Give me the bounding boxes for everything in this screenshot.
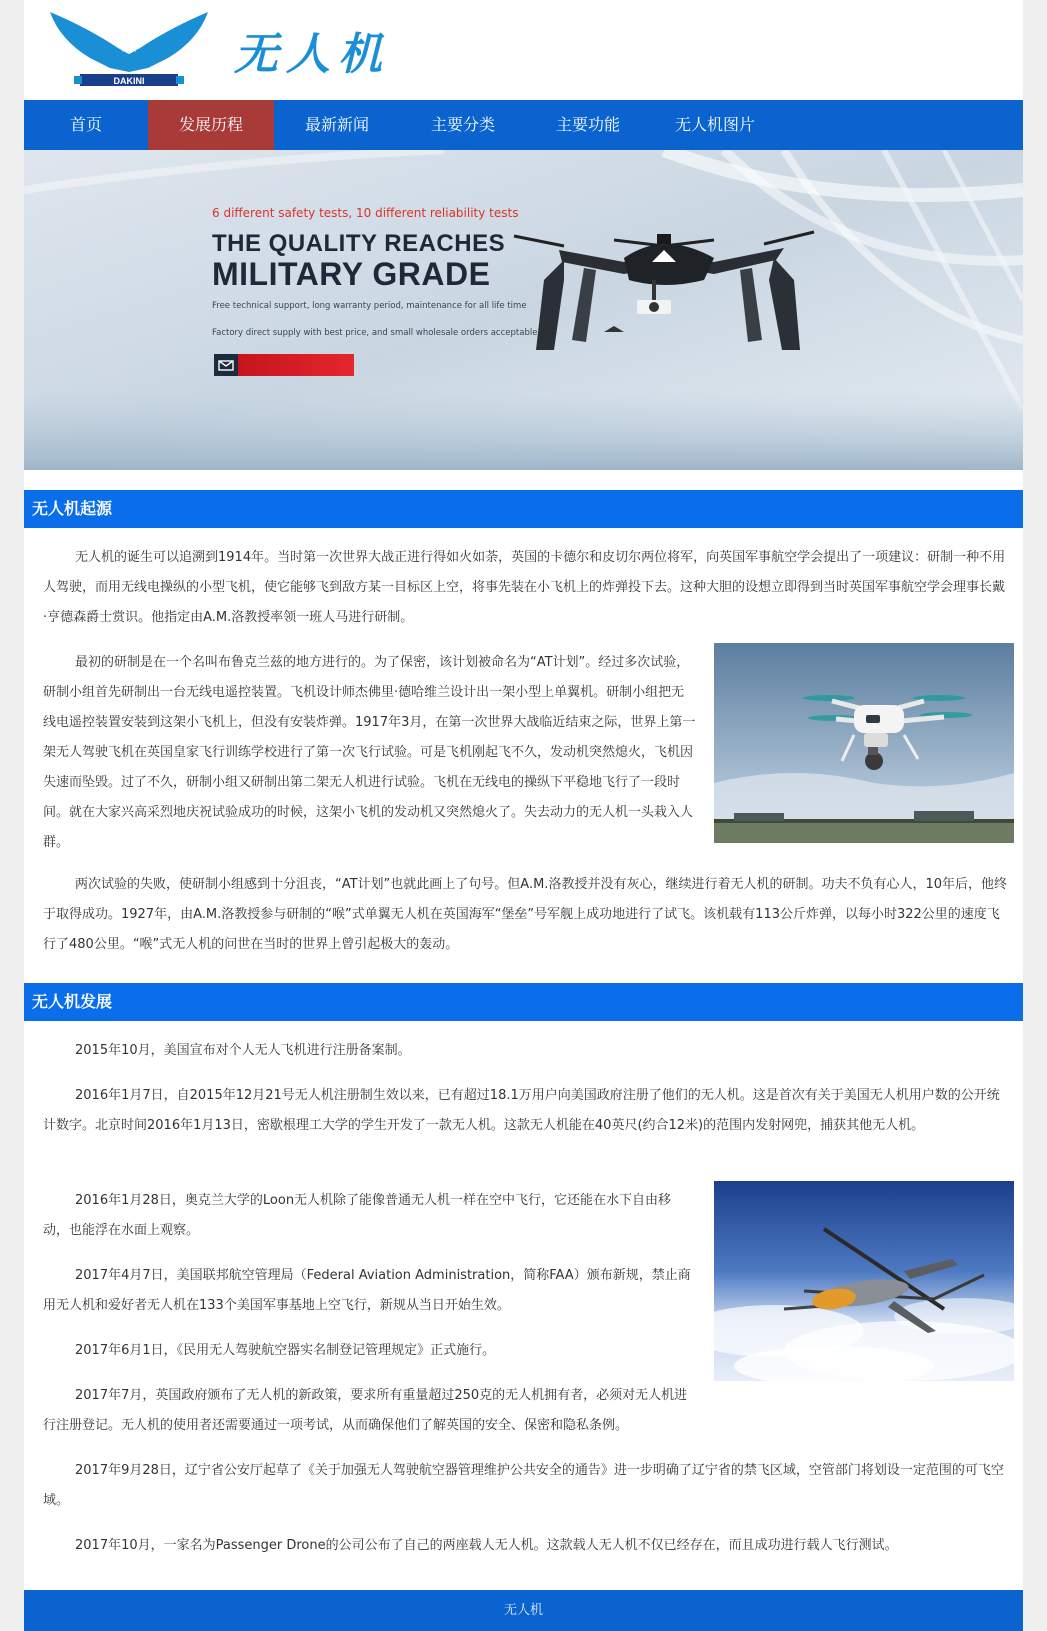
nav-item-functions[interactable]: 主要功能 bbox=[555, 115, 620, 134]
origin-paragraph-2: 最初的研制是在一个名叫布鲁克兰兹的地方进行的。为了保密，该计划被命名为“AT计划”。经过多次试验，研制小组首先研制出一台无线电遥控装置。飞机设计师杰佛里·德哈维兰设计出一架小型上单翼机。研制小组把无线电遥控装置安装到这架小飞机上，但没有安装炸弹。1917年3月，在第一次世界大战临近结束之际，世界上第一架无人驾驶飞机在英国皇家飞行训练学校进行了第一次飞行试验。可是飞机刚起飞不久，发动机突然熄火，飞机因失速而坠毁。过了不久，研制小组又研制出第二架无人机进行试验。飞机在无线电的操纵下平稳地飞行了一段时间。就在大家兴高采烈地庆祝试验成功的时候，这架小飞机的发动机又突然熄火了。失去动力的无人机一头栽入人群。 bbox=[43, 655, 696, 850]
nav-item-news[interactable]: 最新新闻 bbox=[304, 115, 369, 134]
banner-line-1: Free technical support, long warranty period, maintenance for all life time bbox=[212, 301, 527, 311]
nav-item-categories[interactable]: 主要分类 bbox=[430, 115, 495, 134]
dev-paragraph-1: 2015年10月，美国宣布对个人无人飞机进行注册备案制。 bbox=[75, 1043, 411, 1058]
logo-text: DAKINI bbox=[113, 76, 145, 86]
banner-small-text: 6 different safety tests, 10 different reliability tests bbox=[212, 206, 519, 220]
nav-item-home[interactable]: 首页 bbox=[69, 115, 102, 134]
dev-paragraph-7: 2017年9月28日，辽宁省公安厅起草了《关于加强无人驾驶航空器管理维护公共安全的通告》进一步明确了辽宁省的禁飞区域，空管部门将划设一定范围的可飞空域。 bbox=[43, 1463, 1004, 1508]
drone-photo-white bbox=[714, 643, 1014, 843]
nav-item-pictures[interactable]: 无人机图片 bbox=[674, 115, 755, 134]
footer: 无人机 bbox=[24, 1590, 1023, 1631]
banner-contact-bar[interactable] bbox=[238, 354, 354, 376]
section-title-origin: 无人机起源 bbox=[24, 490, 1023, 528]
section-title-development: 无人机发展 bbox=[24, 983, 1023, 1021]
hero-banner[interactable] bbox=[24, 150, 1023, 470]
page bbox=[24, 0, 1023, 1631]
dev-paragraph-6: 2017年7月，英国政府颁布了无人机的新政策，要求所有重量超过250克的无人机拥有者，必须对无人机进行注册登记。无人机的使用者还需要通过一项考试，从而确保他们了解英国的安全、保密和隐私条例。 bbox=[43, 1388, 688, 1433]
dev-paragraph-4: 2017年4月7日，美国联邦航空管理局（Federal Aviation Administration，简称FAA）颁布新规，禁止商用无人机和爱好者无人机在133个美国军事基地上空飞行，新规从当日开始生效。 bbox=[43, 1268, 691, 1313]
header bbox=[24, 0, 1023, 100]
nav-item-history[interactable]: 发展历程 bbox=[148, 100, 274, 150]
dev-paragraph-2: 2016年1月7日，自2015年12月21号无人机注册制生效以来，已有超过18.1万用户向美国政府注册了他们的无人机。这是首次有关于美国无人机用户数的公开统计数字。北京时间2016年1月13日，密歇根理工大学的学生开发了一款无人机。这款无人机能在40英尺(约合12米)的范围内发射网兜，捕获其他无人机。 bbox=[43, 1088, 1000, 1133]
site-title: 无人机 bbox=[234, 29, 390, 80]
banner-line-2: Factory direct supply with best price, and small wholesale orders acceptable bbox=[212, 328, 538, 338]
dev-paragraph-3: 2016年1月28日，奥克兰大学的Loon无人机除了能像普通无人机一样在空中飞行，它还能在水下自由移动，也能浮在水面上观察。 bbox=[43, 1193, 672, 1238]
drone-photo-fixed-wing bbox=[714, 1181, 1014, 1381]
eagle-logo-icon[interactable] bbox=[48, 10, 210, 90]
main-nav bbox=[24, 100, 1023, 150]
dev-paragraph-5: 2017年6月1日，《民用无人驾驶航空器实名制登记管理规定》正式施行。 bbox=[75, 1343, 496, 1358]
mail-icon[interactable] bbox=[214, 354, 238, 376]
origin-paragraph-3: 两次试验的失败，使研制小组感到十分沮丧，“AT计划”也就此画上了句号。但A.M.洛教授并没有灰心，继续进行着无人机的研制。功夫不负有心人，10年后，他终于取得成功。1927年，由A.M.洛教授参与研制的“喉”式单翼无人机在英国海军“堡垒”号军舰上成功地进行了试飞。该机载有113公斤炸弹，以每小时322公里的速度飞行了480公里。“喉”式无人机的问世在当时的世界上曾引起极大的轰动。 bbox=[43, 877, 1007, 952]
dev-paragraph-8: 2017年10月，一家名为Passenger Drone的公司公布了自己的两座载人无人机。这款载人无人机不仅已经存在，而且成功进行载人飞行测试。 bbox=[75, 1538, 898, 1553]
origin-paragraph-1: 无人机的诞生可以追溯到1914年。当时第一次世界大战正进行得如火如荼，英国的卡德尔和皮切尔两位将军，向英国军事航空学会提出了一项建议：研制一种不用人驾驶，而用无线电操纵的小型飞机，使它能够飞到敌方某一目标区上空，将事先装在小飞机上的炸弹投下去。这种大胆的设想立即得到当时英国军事航空学会理事长戴·亨德森爵士赏识。他指定由A.M.洛教授率领一班人马进行研制。 bbox=[43, 550, 1006, 625]
banner-headline-2: MILITARY GRADE bbox=[212, 256, 491, 292]
banner-headline-1: THE QUALITY REACHES bbox=[212, 230, 506, 257]
